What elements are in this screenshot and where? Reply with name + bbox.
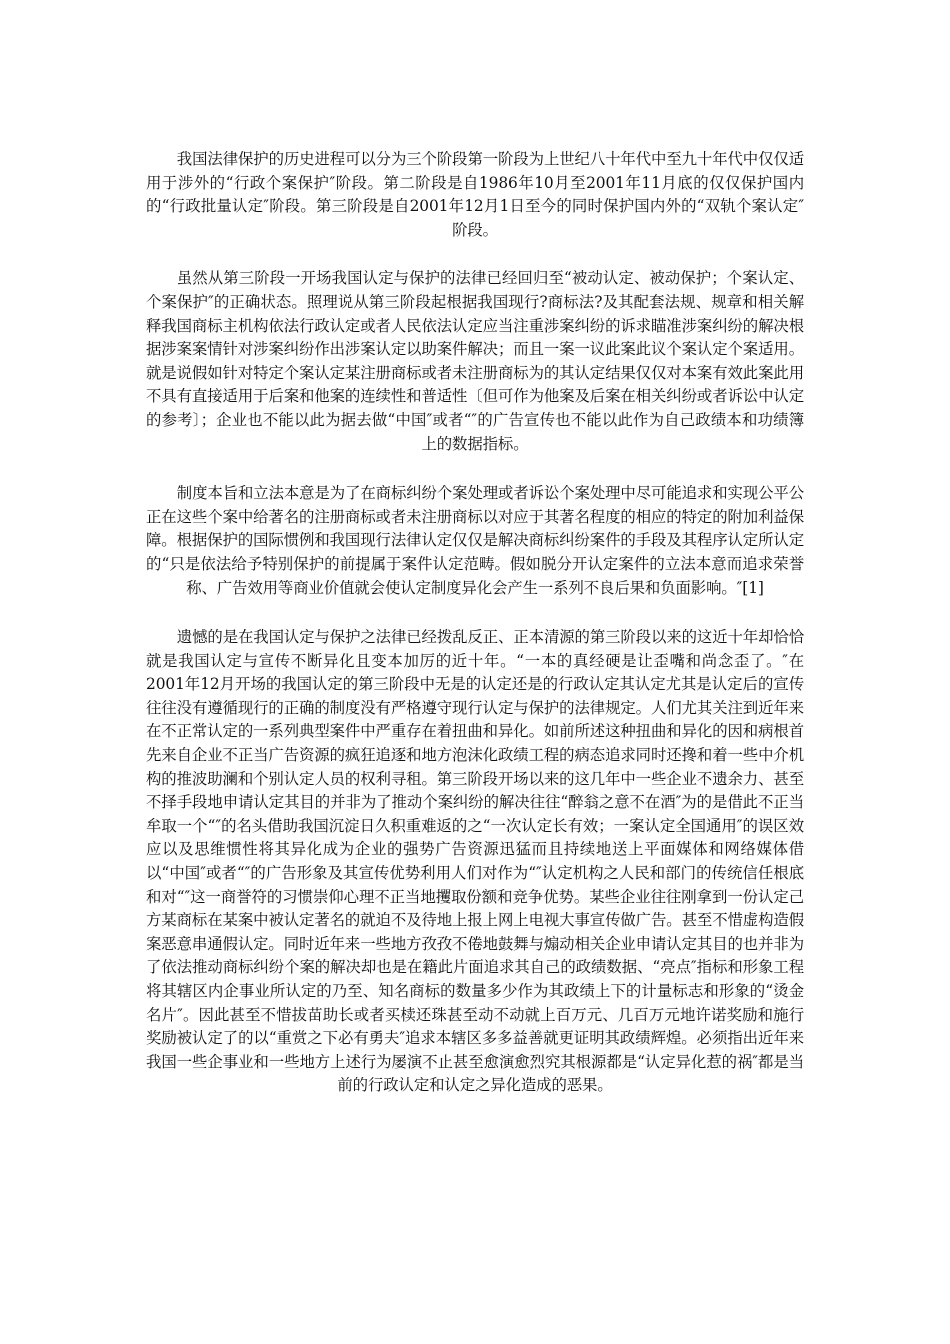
document-body xyxy=(146,148,804,1123)
paragraph-4: 遗憾的是在我国认定与保护之法律已经拨乱反正、正本清源的第三阶段以来的这近十年却恰恰就是我国认定与宣传不断异化且变本加厉的近十年。“一本的真经硬是让歪嘴和尚念歪了。″在2001年12月开场的我国认定的第三阶段中无是的认定还是的行政认定其认定尤其是认定后的宣传往往没有遵循现行的正确的制度没有严格遵守现行认定与保护的法律规定。人们尤其关注到近年来在不正常认定的一系列典型案件中严重存在着扭曲和异化。如前所述这种扭曲和异化的因和病根首先来自企业不正当广告资源的疯狂追逐和地方泡沫化政绩工程的病态追求同时还搀和着一些中介机构的推波助澜和个别认定人员的权利寻租。第三阶段开场以来的这几年中一些企业不遗余力、甚至不择手段地申请认定其目的并非为了推动个案纠纷的解决往往“醉翁之意不在酒″为的是借此不正当牟取一个“″的名头借助我国沉淀日久积重难返的之“一次认定长有效；一案认定全国通用″的误区效应以及思维惯性将其异化成为企业的强势广告资源迅猛而且持续地送上平面媒体和网络媒体借以“中国″或者“″的广告形象及其宣传优势利用人们对作为“″认定机构之人民和部门的传统信任根底和对“″这一商誉符的习惯崇仰心理不正当地攫取份额和竞争优势。某些企业往往刚拿到一份认定己方某商标在某案中被认定著名的就迫不及待地上报上网上电视大事宣传做广告。甚至不惜虚构造假案恶意串通假认定。同时近年来一些地方孜孜不倦地鼓舞与煽动相关企业申请认定其目的也并非为了依法推动商标纠纷个案的解决却也是在籍此片面追求其自己的政绩数据、“亮点″指标和形象工程将其辖区内企事业所认定的乃至、知名商标的数量多少作为其政绩上下的计量标志和形象的“烫金名片″。因此甚至不惜拔苗助长或者买椟还珠甚至动不动就上百万元、几百万元地许诺奖励和施行奖励被认定了的以“重赏之下必有勇夫″追求本辖区多多益善就更证明其政绩辉煌。必须指出近年来我国一些企事业和一些地方上述行为屡演不止甚至愈演愈烈究其根源都是“认定异化惹的祸″都是当前的行政认定和认定之异化造成的恶果。 xyxy=(146,628,804,1095)
paragraph-2: 虽然从第三阶段一开场我国认定与保护的法律已经回归至“被动认定、被动保护；个案认定、个案保护″的正确状态。照理说从第三阶段起根据我国现行?商标法?及其配套法规、规章和相关解释我国商标主机构依法行政认定或者人民依法认定应当注重涉案纠纷的诉求瞄准涉案纠纷的解决根据涉案案情针对涉案纠纷作出涉案认定以助案件解决；而且一案一议此案此议个案认定个案适用。就是说假如针对特定个案认定某注册商标或者未注册商标为的其认定结果仅仅对本案有效此案此用不具有直接适用于后案和他案的连续性和普适性〔但可作为他案及后案在相关纠纷或者诉讼中认定的参考〕；企业也不能以此为据去做“中国″或者“″的广告宣传也不能以此作为自己政绩本和功绩簿上的数据指标。 xyxy=(146,269,804,453)
paragraph-1: 我国法律保护的历史进程可以分为三个阶段第一阶段为上世纪八十年代中至九十年代中仅仅适用于涉外的“行政个案保护″阶段。第二阶段是自1986年10月至2001年11月底的仅仅保护国内的“行政批量认定″阶段。第三阶段是自2001年12月1日至今的同时保护国内外的“双轨个案认定″阶段。 xyxy=(146,150,804,239)
paragraph-3: 制度本旨和立法本意是为了在商标纠纷个案处理或者诉讼个案处理中尽可能追求和实现公平公正在这些个案中给著名的注册商标或者未注册商标以对应于其著名程度的相应的特定的附加利益保障。根据保护的国际惯例和我国现行法律认定仅仅是解决商标纠纷案件的手段及其程序认定所认定的“只是依法给予特别保护的前提属于案件认定范畴。假如脱分开认定案件的立法本意而追求荣誉称、广告效用等商业价值就会使认定制度异化会产生一系列不良后果和负面影响。″[1] xyxy=(146,484,804,597)
